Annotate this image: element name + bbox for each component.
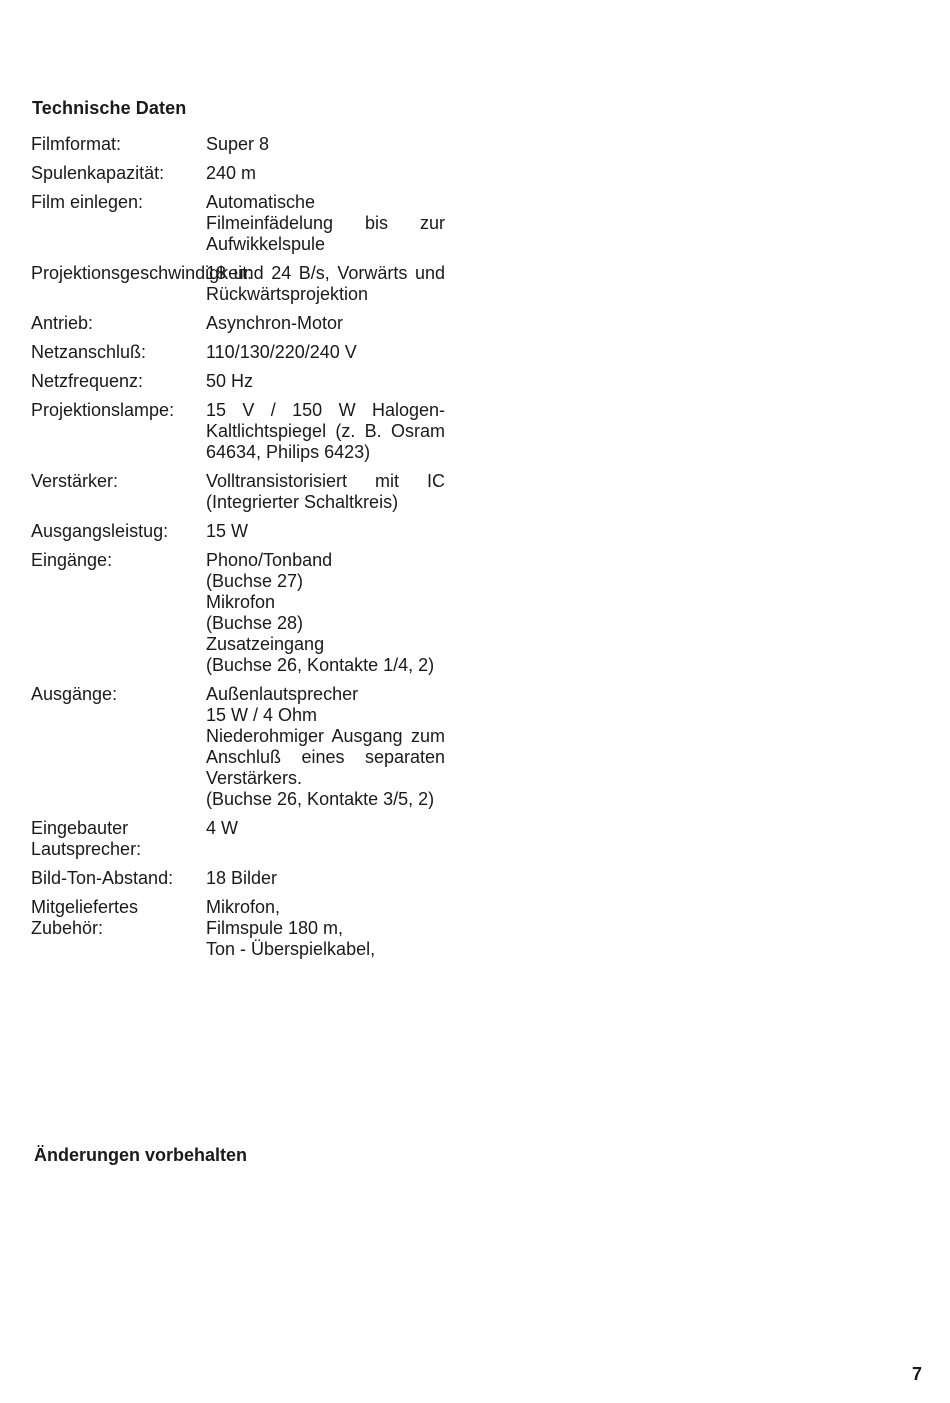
spec-row-netzanschluss xyxy=(31,342,451,363)
spec-label: Netzfrequenz: xyxy=(31,371,144,391)
spec-value: 50 Hz xyxy=(206,371,254,391)
spec-value: 15 V / 150 W Halogen-Kaltlichtspiegel (z. B. Osram 64634, Philips 6423) xyxy=(206,400,445,462)
spec-value: 110/130/220/240 V xyxy=(206,342,357,362)
spec-label: Projektionsgeschwindigkeit: xyxy=(31,263,253,283)
spec-value: Automatische Filmeinfädelung bis zur Aufwikkelspule xyxy=(206,192,445,254)
spec-value: 18 und 24 B/s, Vorwärts und Rückwärtsprojektion xyxy=(206,263,445,304)
spec-value: Super 8 xyxy=(206,134,270,154)
spec-row-projektionslampe xyxy=(31,400,451,463)
spec-value: Außenlautsprecher 15 W / 4 Ohm Niederohmiger Ausgang zum Anschluß eines separaten Verstärkers. (Buchse 26, Kontakte 3/5, 2) xyxy=(206,684,445,809)
spec-row-verstaerker xyxy=(31,471,451,513)
spec-label: Eingänge: xyxy=(31,550,113,570)
spec-row-zubehoer xyxy=(31,897,451,960)
spec-row-lautsprecher xyxy=(31,818,451,860)
spec-label: Filmformat: xyxy=(31,134,121,154)
spec-row-spulenkapazitaet xyxy=(31,163,451,184)
spec-value: 240 m xyxy=(206,163,257,183)
spec-label: Mitgeliefertes Zubehör: xyxy=(31,897,139,938)
spec-row-film-einlegen xyxy=(31,192,451,255)
spec-label: Verstärker: xyxy=(31,471,119,491)
spec-label: Ausgangsleistug: xyxy=(31,521,169,541)
spec-row-eingaenge xyxy=(31,550,451,676)
spec-label: Eingebauter Lautsprecher: xyxy=(31,818,142,859)
spec-value: Asynchron-Motor xyxy=(206,313,344,333)
spec-label: Projektionslampe: xyxy=(31,400,175,420)
spec-value: 18 Bilder xyxy=(206,868,278,888)
spec-label: Film einlegen: xyxy=(31,192,144,212)
spec-value: Volltransistorisiert mit IC (Integrierter Schaltkreis) xyxy=(206,471,445,512)
spec-row-antrieb xyxy=(31,313,451,334)
footer-note: Änderungen vorbehalten xyxy=(34,1145,248,1165)
spec-label: Antrieb: xyxy=(31,313,94,333)
spec-row-bild-ton-abstand xyxy=(31,868,451,889)
spec-row-filmformat xyxy=(31,134,451,155)
spec-label: Netzanschluß: xyxy=(31,342,147,362)
page-title: Technische Daten xyxy=(32,98,187,118)
spec-row-netzfrequenz xyxy=(31,371,451,392)
spec-row-ausgangsleistung xyxy=(31,521,451,542)
page-number: 7 xyxy=(912,1364,923,1384)
spec-label: Spulenkapazität: xyxy=(31,163,165,183)
spec-label: Ausgänge: xyxy=(31,684,118,704)
spec-value: 4 W xyxy=(206,818,239,838)
spec-label: Bild-Ton-Abstand: xyxy=(31,868,174,888)
spec-value: Mikrofon, Filmspule 180 m, Ton - Überspielkabel, xyxy=(206,897,376,959)
spec-row-projektionsgeschwindigkeit xyxy=(31,263,451,305)
spec-value: Phono/Tonband (Buchse 27) Mikrofon (Buchse 28) Zusatzeingang (Buchse 26, Kontakte 1/4, 2) xyxy=(206,550,435,675)
spec-table xyxy=(31,134,451,968)
spec-value: 15 W xyxy=(206,521,249,541)
spec-row-ausgaenge xyxy=(31,684,451,810)
